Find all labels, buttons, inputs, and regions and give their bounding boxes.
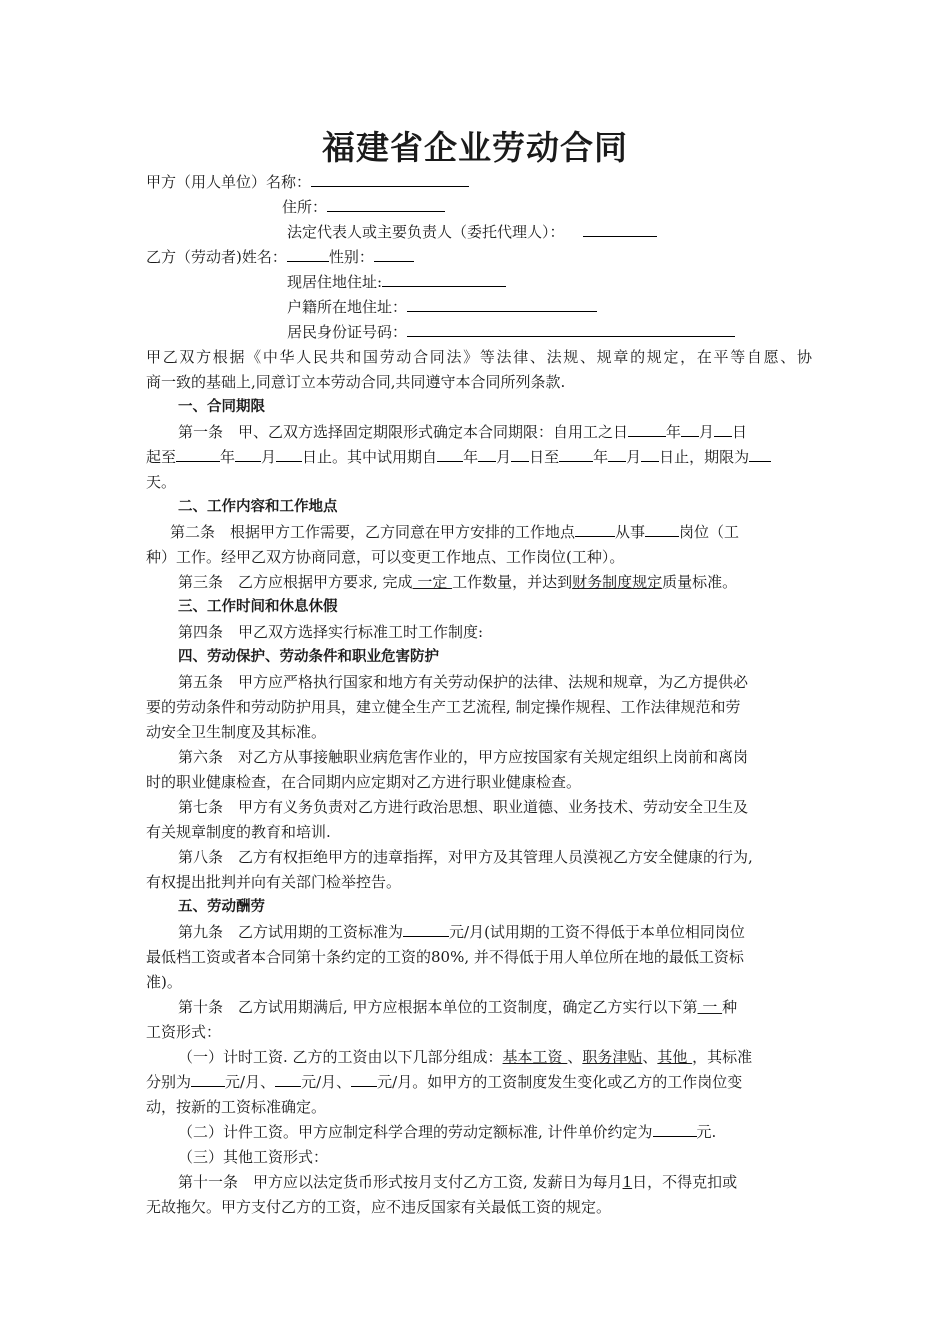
- year-unit: 年: [220, 448, 236, 466]
- article-11-text-2: 日，不得克扣或: [632, 1173, 738, 1191]
- article-4-line: 第四条 甲乙双方选择实行标准工时工作制度:: [178, 623, 484, 641]
- article-10-line-2: 工资形式：: [146, 1023, 222, 1041]
- party-a-address-field[interactable]: [327, 195, 445, 212]
- month-unit: 月: [261, 448, 277, 466]
- base-salary-amount-field[interactable]: [191, 1070, 225, 1087]
- party-b-household-label: 户籍所在地住址：: [287, 298, 408, 316]
- party-b-residence-row: [287, 270, 506, 294]
- per-month-unit: 元/月、: [301, 1073, 352, 1091]
- job-position-field[interactable]: [645, 520, 679, 537]
- probation-end-month-field[interactable]: [608, 445, 626, 462]
- year-unit: 年: [666, 423, 682, 441]
- time-wage-text: （一）计时工资. 乙方的工资由以下几部分组成：: [178, 1048, 503, 1066]
- year-unit: 年: [593, 448, 609, 466]
- party-b-name-field[interactable]: [287, 245, 329, 262]
- article-6-line-2: 时的职业健康检查，在合同期内应定期对乙方进行职业健康检查。: [146, 773, 582, 791]
- probation-end-year-field[interactable]: [559, 445, 593, 462]
- year-unit: 年: [463, 448, 479, 466]
- probation-end-day-field[interactable]: [641, 445, 659, 462]
- article-8-line-2: 有权提出批判并向有关部门检举控告。: [146, 873, 402, 891]
- month-unit: 月: [626, 448, 642, 466]
- workload-value[interactable]: 一定: [412, 573, 453, 591]
- respectively-text: 分别为: [146, 1073, 192, 1091]
- time-wage-text-3: 元/月。如甲方的工资制度发生变化或乙方的工作岗位变: [377, 1073, 743, 1091]
- article-3-text-2: 工作数量，并达到: [452, 573, 573, 591]
- contract-end-day-field[interactable]: [276, 445, 302, 462]
- article-3-line: [178, 570, 737, 594]
- quality-standard-value[interactable]: 财务制度规定: [572, 573, 663, 591]
- month-unit: 月: [699, 423, 715, 441]
- section-2-heading: 二、工作内容和工作地点: [178, 499, 338, 515]
- party-b-name-row: [146, 245, 414, 269]
- section-5-heading: 五、劳动酬劳: [178, 899, 265, 915]
- month-unit: 月: [496, 448, 512, 466]
- section-3-heading: 三、工作时间和休息休假: [178, 599, 338, 615]
- position-text: 岗位（工: [679, 523, 740, 541]
- article-7-line-2: 有关规章制度的教育和培训.: [146, 823, 331, 841]
- probation-days-field[interactable]: [749, 445, 771, 462]
- yuan-unit: 元.: [696, 1123, 717, 1141]
- article-11-text: 第十一条 甲方应以法定货币形式按月支付乙方工资, 发薪日为每月: [178, 1173, 623, 1191]
- probation-text: 日止。其中试用期自: [302, 448, 438, 466]
- party-b-gender-label: 性别：: [328, 248, 374, 266]
- time-wage-line-1: [178, 1045, 752, 1069]
- article-2-line-1: [170, 520, 739, 544]
- period-text: 日止，期限为: [659, 448, 750, 466]
- contract-start-year-field[interactable]: [628, 420, 666, 437]
- article-10-text-2: 种: [722, 998, 738, 1016]
- probation-start-day-field[interactable]: [511, 445, 529, 462]
- party-a-rep-label: 法定代表人或主要负责人（委托代理人）：: [287, 223, 565, 241]
- section-4-heading: 四、劳动保护、劳动条件和职业危害防护: [178, 649, 439, 665]
- probation-start-month-field[interactable]: [478, 445, 496, 462]
- article-1-line-3: 天。: [146, 473, 177, 491]
- other-item[interactable]: 其他: [657, 1048, 693, 1066]
- article-7-line-1: 第七条 甲方有义务负责对乙方进行政治思想、职业道德、业务技术、劳动安全卫生及: [178, 798, 749, 816]
- per-month-unit: 元/月、: [225, 1073, 276, 1091]
- party-a-name-label: 甲方（用人单位）名称：: [146, 173, 312, 191]
- payday-value[interactable]: 1: [622, 1173, 633, 1191]
- contract-end-year-field[interactable]: [176, 445, 220, 462]
- time-wage-line-3: 动，按新的工资标准确定。: [146, 1098, 327, 1116]
- day-unit: 日: [732, 423, 748, 441]
- preamble-line-2: 商一致的基础上,同意订立本劳动合同,共同遵守本合同所列条款.: [146, 373, 566, 391]
- contract-end-month-field[interactable]: [235, 445, 261, 462]
- party-b-id-row: [287, 320, 735, 344]
- probation-start-year-field[interactable]: [437, 445, 463, 462]
- position-allowance-item[interactable]: 职务津贴: [582, 1048, 643, 1066]
- article-10-text: 第十条 乙方试用期满后, 甲方应根据本单位的工资制度，确定乙方实行以下第: [178, 998, 698, 1016]
- article-9-text: 第九条 乙方试用期的工资标准为: [178, 923, 404, 941]
- party-a-address-label: 住所：: [282, 198, 328, 216]
- party-a-rep-field[interactable]: [583, 220, 657, 237]
- article-5-line-1: 第五条 甲方应严格执行国家和地方有关劳动保护的法律、法规和规章，为乙方提供必: [178, 673, 749, 691]
- base-salary-item[interactable]: 基本工资: [502, 1048, 568, 1066]
- party-a-name-field[interactable]: [311, 170, 469, 187]
- party-b-residence-field[interactable]: [382, 270, 506, 287]
- preamble-line-1: 甲乙双方根据《中华人民共和国劳动合同法》等法律、法规、规章的规定，在平等自愿、协: [146, 348, 812, 366]
- party-a-rep-row: [287, 220, 657, 244]
- article-1-text: 第一条 甲、乙双方选择固定期限形式确定本合同期限：自用工之日: [178, 423, 629, 441]
- article-2-line-2: 种）工作。经甲乙双方协商同意，可以变更工作地点、工作岗位(工种）。: [146, 548, 625, 566]
- engage-text: 从事: [615, 523, 646, 541]
- time-wage-text-2: ，其标准: [692, 1048, 753, 1066]
- other-wage-line: （三）其他工资形式：: [178, 1148, 329, 1166]
- party-b-gender-field[interactable]: [374, 245, 414, 262]
- party-b-household-field[interactable]: [407, 295, 597, 312]
- article-6-line-1: 第六条 对乙方从事接触职业病危害作业的，甲方应按国家有关规定组织上岗前和离岗: [178, 748, 749, 766]
- article-1-line-1: [178, 420, 747, 444]
- article-11-line-1: [178, 1170, 737, 1194]
- until-text: 起至: [146, 448, 177, 466]
- article-5-line-2: 要的劳动条件和劳动防护用具，建立健全生产工艺流程, 制定操作规程、工作法律规范和劳: [146, 698, 741, 716]
- party-b-residence-label: 现居住地住址:: [287, 273, 383, 291]
- article-3-text: 第三条 乙方应根据甲方要求, 完成: [178, 573, 413, 591]
- piece-wage-text: （二）计件工资。甲方应制定科学合理的劳动定额标准, 计件单价约定为: [178, 1123, 653, 1141]
- section-1-heading: 一、合同期限: [178, 399, 265, 415]
- probation-wage-field[interactable]: [403, 920, 449, 937]
- day-to-text: 日至: [529, 448, 560, 466]
- work-location-field[interactable]: [575, 520, 615, 537]
- time-wage-line-2: [146, 1070, 742, 1094]
- contract-start-month-field[interactable]: [681, 420, 699, 437]
- separator: 、: [567, 1048, 583, 1066]
- contract-start-day-field[interactable]: [714, 420, 732, 437]
- article-9-line-3: 准)。: [146, 973, 182, 991]
- wage-form-number[interactable]: 一: [697, 998, 723, 1016]
- article-2-text: 第二条 根据甲方工作需要，乙方同意在甲方安排的工作地点: [170, 523, 576, 541]
- party-b-name-label: 乙方（劳动者)姓名：: [146, 248, 287, 266]
- separator: 、: [642, 1048, 658, 1066]
- allowance-amount-field[interactable]: [275, 1070, 301, 1087]
- article-9-text-2: 元/月(试用期的工资不得低于本单位相同岗位: [449, 923, 745, 941]
- article-9-line-2: 最低档工资或者本合同第十条约定的工资的80%, 并不得低于用人单位所在地的最低工资标: [146, 948, 744, 966]
- article-8-line-1: 第八条 乙方有权拒绝甲方的违章指挥，对甲方及其管理人员漠视乙方安全健康的行为,: [178, 848, 753, 866]
- party-a-address-row: [282, 195, 445, 219]
- party-b-id-label: 居民身份证号码：: [287, 323, 408, 341]
- party-b-household-row: [287, 295, 597, 319]
- piece-wage-line: [178, 1120, 716, 1144]
- article-1-line-2: [146, 445, 771, 469]
- piece-rate-field[interactable]: [653, 1120, 697, 1137]
- article-5-line-3: 动安全卫生制度及其标准。: [146, 723, 327, 741]
- document-title: 福建省企业劳动合同: [322, 128, 628, 167]
- article-3-text-3: 质量标准。: [662, 573, 738, 591]
- other-amount-field[interactable]: [351, 1070, 377, 1087]
- party-a-name-row: [146, 170, 469, 194]
- article-10-line-1: [178, 995, 737, 1019]
- article-9-line-1: [178, 920, 745, 944]
- article-11-line-2: 无故拖欠。甲方支付乙方的工资，应不违反国家有关最低工资的规定。: [146, 1198, 612, 1216]
- party-b-id-field[interactable]: [407, 320, 735, 337]
